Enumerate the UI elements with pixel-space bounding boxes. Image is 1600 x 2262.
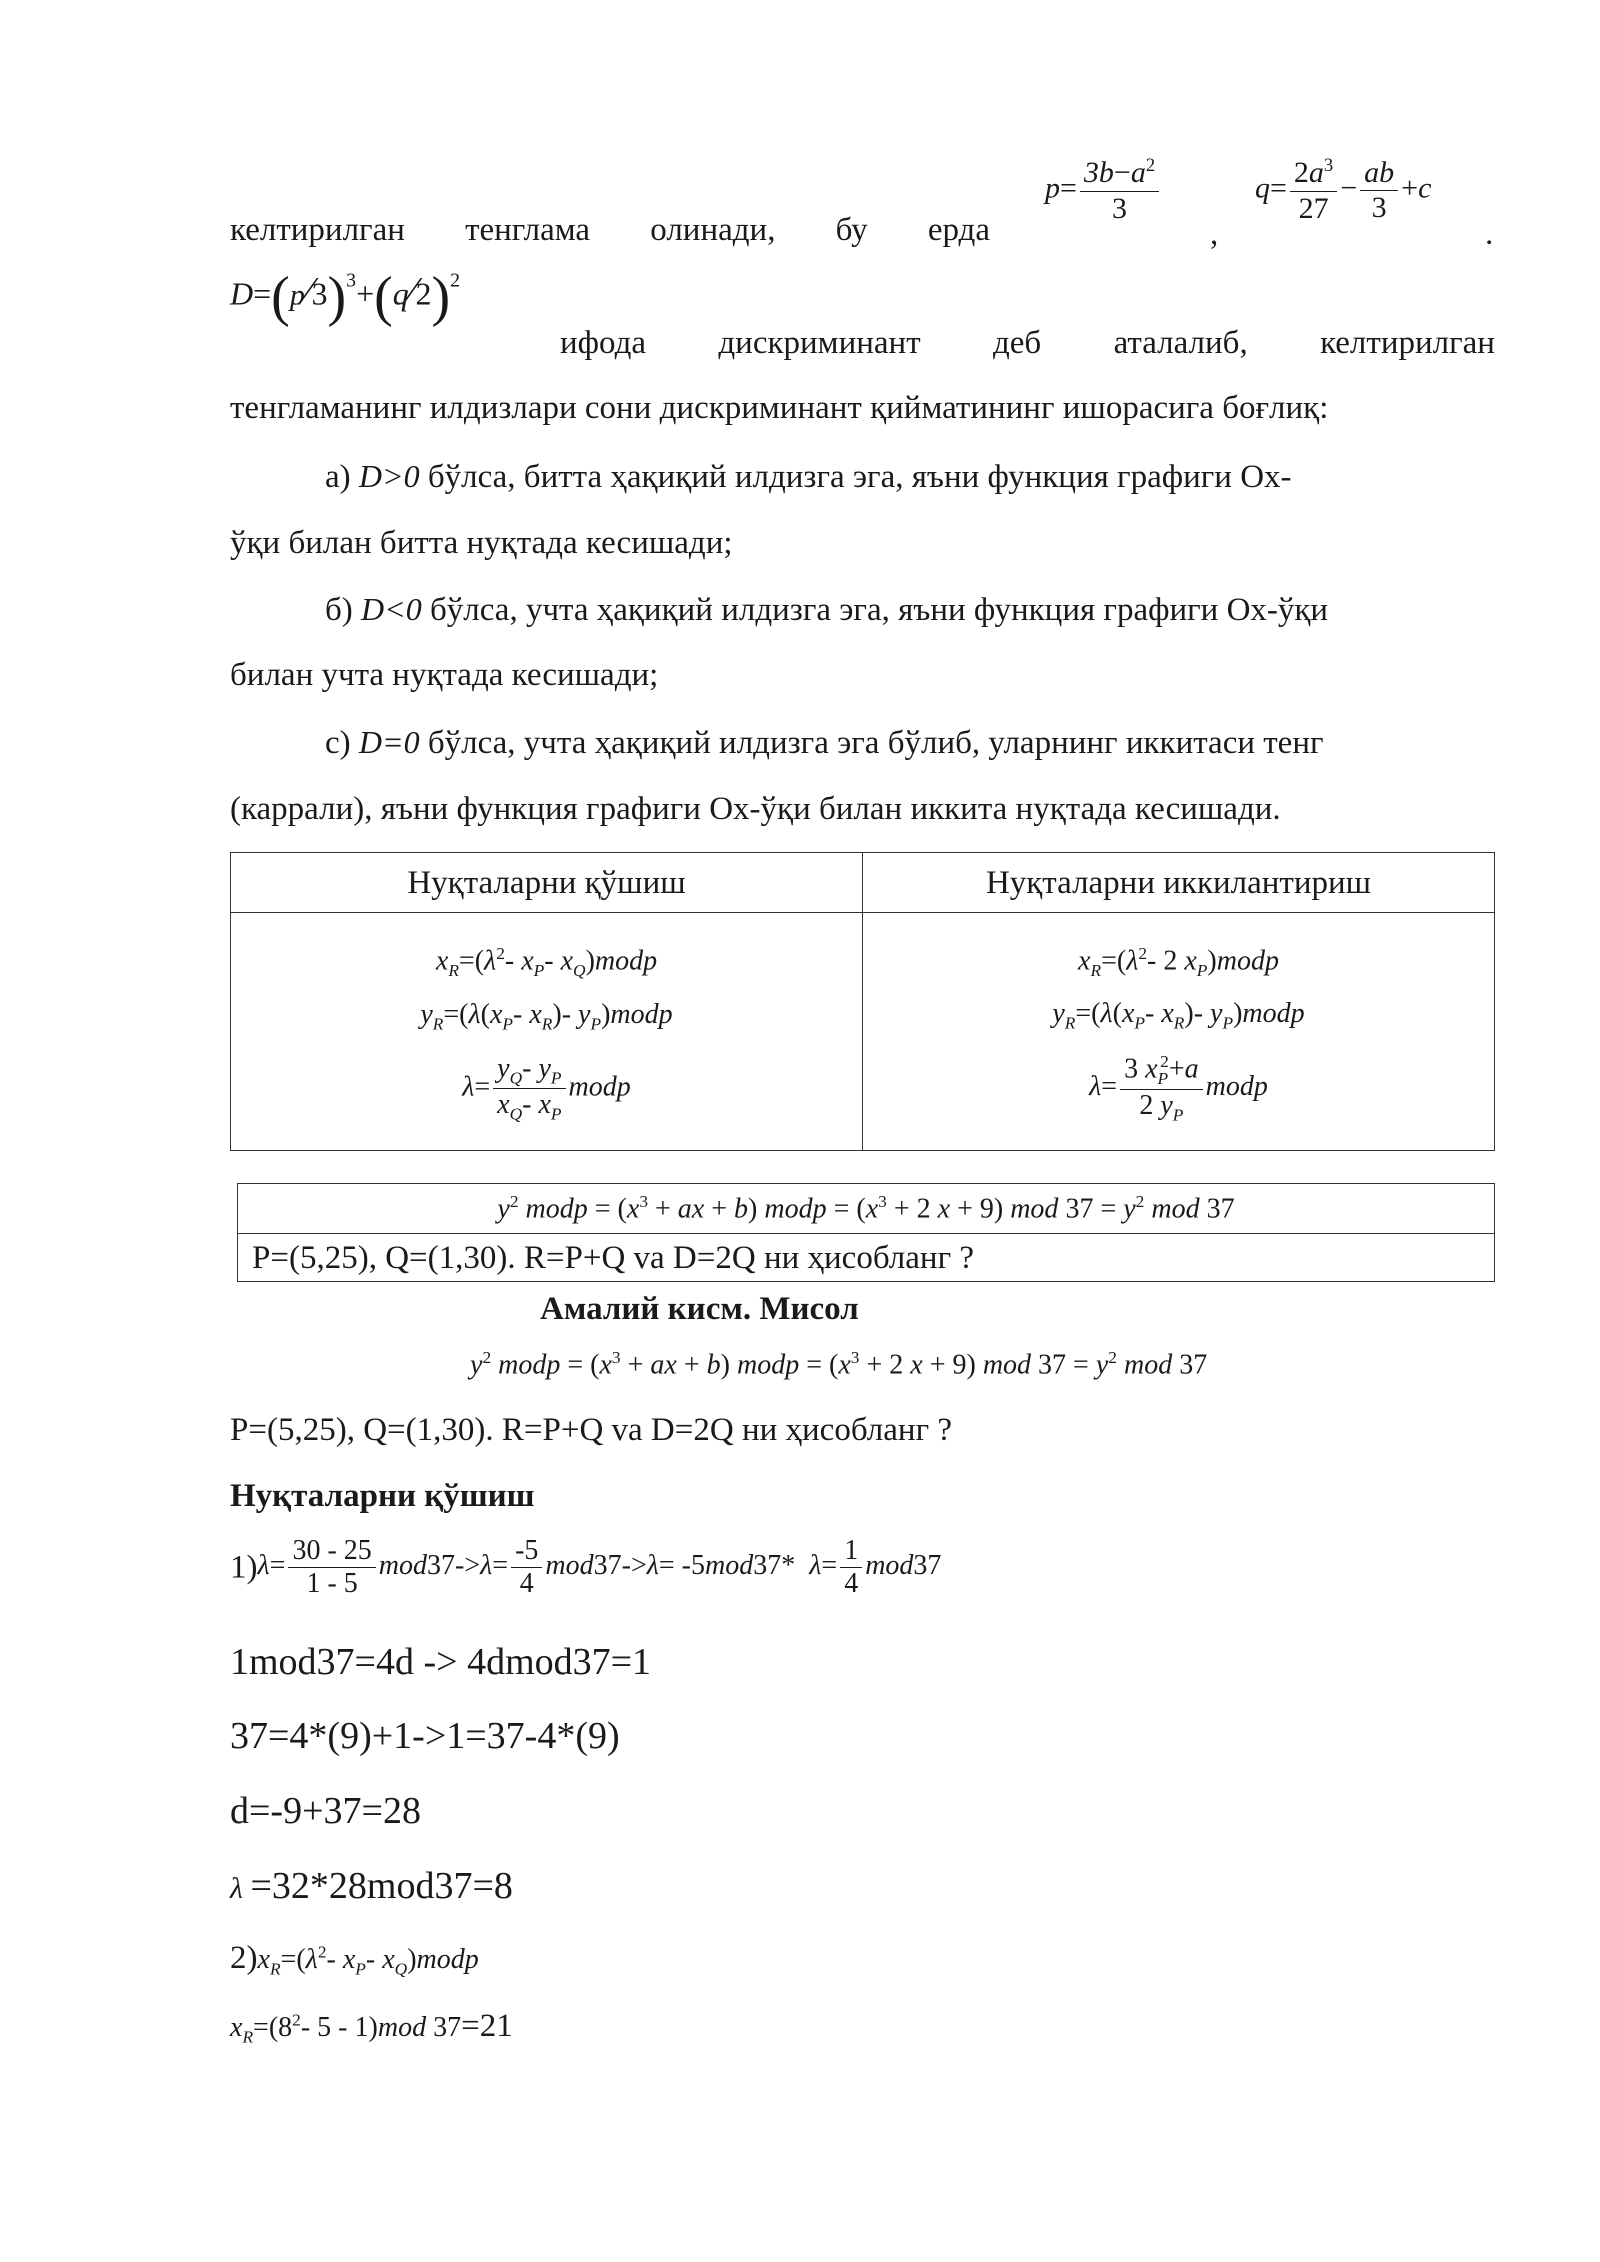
practice-curve-equation: $y^2$ modp = ($x^3$ + ax + b) modp = ($x^3 + 2$ x + 9) mod $37 = y^2$ mod 37	[470, 1348, 1208, 1381]
final-line	[230, 2006, 513, 2048]
case-c-line-2: (каррали), яъни функция графиги Ох-ўқи билан иккита нуқтада кесишади.	[230, 791, 1281, 827]
comma: ,	[1210, 216, 1219, 252]
case-a-line-1: а) D>0 бўлса, битта ҳақиқий илдизга эга, яъни функция графиги Ох-	[325, 458, 1292, 495]
intro-line-1	[230, 210, 990, 250]
case-b-line-1: б) D<0 бўлса, учта ҳақиқий илдизга эга, яъни функция графиги Ох-ўқи	[325, 591, 1329, 628]
case-a-line-2: ўқи билан битта нуқтада кесишади;	[230, 525, 733, 561]
step-1	[230, 1535, 941, 1600]
add-yr-formula: $y_R=(\lambda(x_P-$ $x_R)-$ $y_P)modp$	[420, 999, 673, 1034]
practice-heading: Амалий кисм. Мисол	[540, 1291, 859, 1327]
final-formula: $x_R=(8^2-$ 5 - 1)mod 37	[230, 2010, 462, 2047]
intro-word: аталалиб,	[1113, 325, 1248, 361]
lambda-symbol: λ	[230, 1872, 251, 1905]
calc-line-d: λ =32*28mod37=8	[230, 1865, 513, 1907]
case-a-condition: D>0	[358, 458, 420, 494]
step-2-label: 2)	[230, 1940, 258, 1976]
formulas-table	[230, 852, 1495, 1151]
task-text: P=(5,25), Q=(1,30). R=P+Q va D=2Q ни ҳисобланг ?	[238, 1234, 1495, 1282]
period: .	[1485, 216, 1494, 252]
calc-line-a: 1mod37=4d -> 4dmod37=1	[230, 1641, 652, 1683]
double-formulas-cell	[863, 913, 1495, 1151]
intro-word: дискриминант	[718, 325, 921, 361]
final-result: =21	[461, 2008, 513, 2044]
add-formulas-cell	[231, 913, 863, 1151]
curve-equation: $y^2$ modp = ($x^3$ + ax + b) modp = ($x^3 + 2$ x + 9) mod $37 = y^2$ mod 37	[238, 1184, 1495, 1234]
case-b-line-2: билан учта нуқтада кесишади;	[230, 657, 659, 693]
practice-task: P=(5,25), Q=(1,30). R=P+Q va D=2Q ни ҳисобланг ?	[230, 1412, 953, 1448]
calc-line-c: d=-9+37=28	[230, 1790, 421, 1832]
calc-line-b: 37=4*(9)+1->1=37-4*(9)	[230, 1715, 620, 1757]
case-c-line-1: с) D=0 бўлса, учта ҳақиқий илдизга эга бўлиб, уларнинг иккитаси тенг	[325, 724, 1324, 761]
intro-word: бу	[835, 212, 868, 248]
step-2-formula: $x_R=(\lambda^2-$ $x_P-$ $x_Q)modp$	[257, 1942, 479, 1979]
step-2	[230, 1938, 479, 1980]
formula-p: p= $\frac{3b-a^2}{3}$	[1045, 155, 1162, 226]
intro-word: келтирилган	[1320, 325, 1495, 361]
intro-word: олинади,	[650, 212, 776, 248]
double-xr-formula: $x_R=(\lambda^2-$ 2 $x_P)modp$	[1078, 943, 1279, 980]
double-lambda-formula: λ= $\frac{3 x_P^2+a}{2 y_P}$ modp	[1089, 1052, 1268, 1125]
intro-word: келтирилган	[230, 212, 405, 248]
intro-line-2	[560, 323, 1495, 363]
formula-q: q= $\frac{2a^3}{27}$ − $\frac{ab}{3}$ +c	[1255, 155, 1432, 225]
task-table	[237, 1183, 1495, 1282]
intro-word: ерда	[927, 212, 990, 248]
formula-D: D=(p⁄3)$^3$+(q⁄2)$^2$	[230, 266, 461, 328]
add-xr-formula: $x_R=(\lambda^2-$ $x_P-$ $x_Q)modp$	[435, 944, 658, 981]
case-b-condition: D<0	[361, 591, 422, 627]
intro-word: тенглама	[465, 212, 591, 248]
step-1-label: 1)	[230, 1549, 258, 1586]
step-1-formula: λ= $\frac{30 - 25}{1 - 5}$ mod37->λ= $\frac{-5}{4}$ mod37->λ= -5mod37* λ= $\frac{1}{4}$ mod37	[257, 1535, 942, 1600]
practice-subheading: Нуқталарни қўшиш	[230, 1478, 535, 1514]
table-header-add: Нуқталарни қўшиш	[231, 853, 863, 913]
table-header-double: Нуқталарни иккилантириш	[863, 853, 1495, 913]
add-lambda-formula: λ= $\frac{y_Q- y_P}{x_Q- x_P}$ modp	[462, 1052, 631, 1124]
intro-word: ифода	[560, 325, 647, 361]
double-yr-formula: $y_R=(\lambda(x_P-$ $x_R)-$ $y_P)modp$	[1052, 998, 1305, 1034]
intro-word: деб	[992, 325, 1042, 361]
intro-line-3: тенгламанинг илдизлари сони дискриминант қийматининг ишорасига боғлиқ:	[230, 390, 1329, 426]
case-c-condition: D=0	[358, 724, 420, 760]
